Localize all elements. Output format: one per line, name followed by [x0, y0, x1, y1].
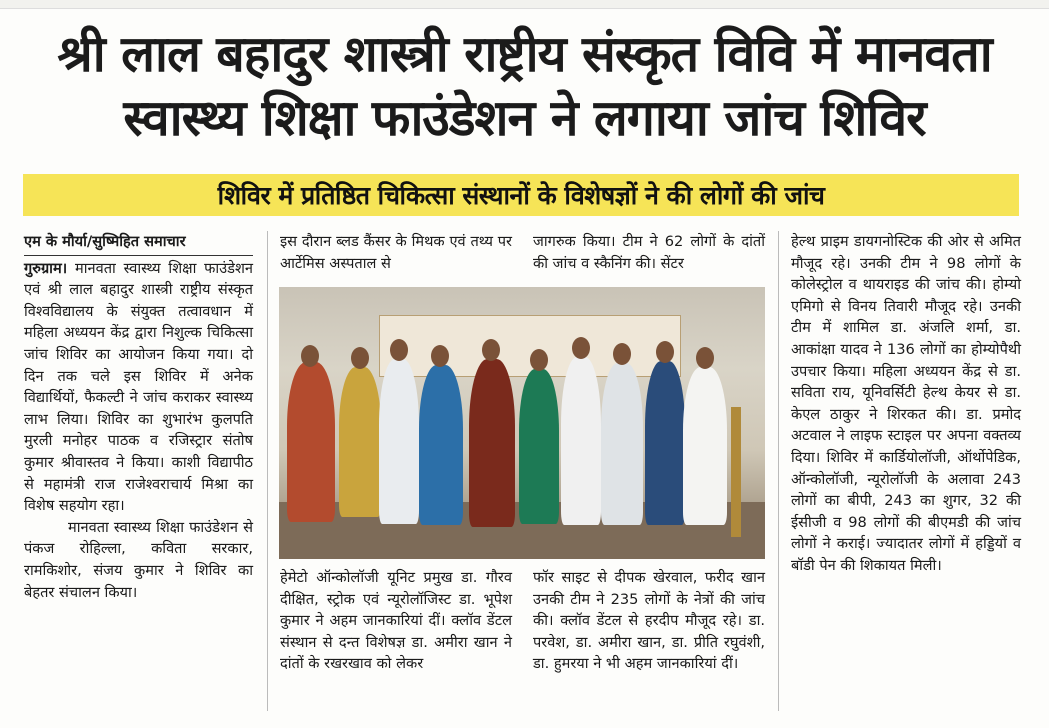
page-title	[0, 22, 1049, 150]
byline: एम के मौर्या/सुष्मिहित समाचार	[24, 231, 253, 256]
top-strip	[0, 0, 1049, 9]
subheadline-bar	[23, 174, 1019, 216]
col3-bottom-text: फॉर साइट से दीपक खेरवाल, फरीद खान उनकी टीम ने 235 लोगों के नेत्रों की जांच की। क्लॉव डेंटल से हरदीप मौजूद रहे। डा. परवेश, डा. अमीरा खान, डा. प्रीति रघुवंशी, डा. हुमरया ने भी अहम जानकारियां दीं।	[533, 569, 765, 673]
column-4	[791, 231, 1021, 577]
photo-banner	[379, 315, 681, 377]
col2-bottom-text: हेमेटो ऑन्कोलॉजी यूनिट प्रमुख डा. गौरव दीक्षित, स्ट्रोक एवं न्यूरोलॉजिस्ट डा. भूपेश कुमार ने अहम जानकारियां दीं। क्लॉव डेंटल संस्थान से दन्त विशेषज्ञ डा. अमीरा खान ने दांतों के रखरखाव को लेकर	[280, 569, 512, 673]
column-2-bottom	[280, 567, 512, 675]
col1-paragraph-2: मानवता स्वास्थ्य शिक्षा फाउंडेशन से पंकज रोहिल्ला, कविता सरकार, रामकिशोर, संजय कुमार ने शिविर का बेहतर संचालन किया।	[24, 518, 253, 601]
headline-line-1: श्री लाल बहादुर शास्त्री राष्ट्रीय संस्कृत विवि में मानवता	[57, 25, 992, 83]
event-photo	[279, 287, 765, 559]
col2-top-text: इस दौरान ब्लड कैंसर के मिथक एवं तथ्य पर आर्टेमिस अस्पताल से	[280, 233, 512, 272]
col3-top-text: जागरुक किया। टीम ने 62 लोगों के दांतों की जांच व स्कैनिंग की। सेंटर	[533, 233, 765, 272]
column-2-top	[280, 231, 512, 274]
col4-text: हेल्थ प्राइम डायगनोस्टिक की ओर से अमित मौजूद रहे। उनकी टीम ने 98 लोगों के कोलेस्ट्रोल व थायराइड की जांच की। होम्यो एमिगो से विनय तिवारी मौजूद रहे। उनकी टीम में शामिल डा. अंजलि शर्मा, डा. आकांक्षा यादव ने 136 लोगों का होम्योपैथी उपचार किया। महिला अध्ययन केंद्र से डा. सविता राय, यूनिवर्सिटी हेल्थ केयर से डा. केएल ठाकुर ने शिरकत की। डा. प्रमोद अटवाल ने लाइफ स्टाइल पर अपना वक्तव्य दिया। शिविर में कार्डियोलॉजी, ऑर्थोपेडिक, ऑन्कोलॉजी, न्यूरोलॉजी के अलावा 243 लोगों का बीपी, 243 का शुगर, 32 की ईसीजी व 98 लोगों की बीएमडी की जांच लोगों ने कराई। ज्यादातर लोगों में हड्डियों व बॉडी पेन की शिकायत मिली।	[791, 233, 1021, 574]
dateline: गुरुग्राम।	[24, 259, 68, 277]
column-1	[24, 231, 253, 603]
subheadline: शिविर में प्रतिष्ठित चिकित्सा संस्थानों के विशेषज्ञों ने की लोगों की जांच	[217, 181, 825, 210]
lamp	[731, 407, 741, 537]
headline-line-2: स्वास्थ्य शिक्षा फाउंडेशन ने लगाया जांच शिविर	[123, 89, 926, 147]
column-3-bottom	[533, 567, 765, 675]
col1-paragraph-1: मानवता स्वास्थ्य शिक्षा फाउंडेशन एवं श्री लाल बहादुर शास्त्री राष्ट्रीय संस्कृत विश्वविद्यालय के संयुक्त तत्वावधान में महिला अध्ययन केंद्र द्वारा निशुल्क चिकित्सा जांच शिविर का आयोजन किया गया। दो दिन तक चले इस शिविर में अनेक विद्यार्थियों, फैकल्टी ने जांच कराकर स्वास्थ्य लाभ लिया। शिविर का शुभारंभ कुलपति मुरली मनोहर पाठक व रजिस्ट्रार संतोष कुमार श्रीवास्तव ने किया। काशी विद्यापीठ से महामंत्री राज राजेश्वराचार्य मिश्रा का विशेष सहयोग रहा।	[24, 259, 253, 515]
column-divider	[267, 231, 268, 711]
column-divider-right	[778, 231, 779, 711]
column-3-top	[533, 231, 765, 274]
